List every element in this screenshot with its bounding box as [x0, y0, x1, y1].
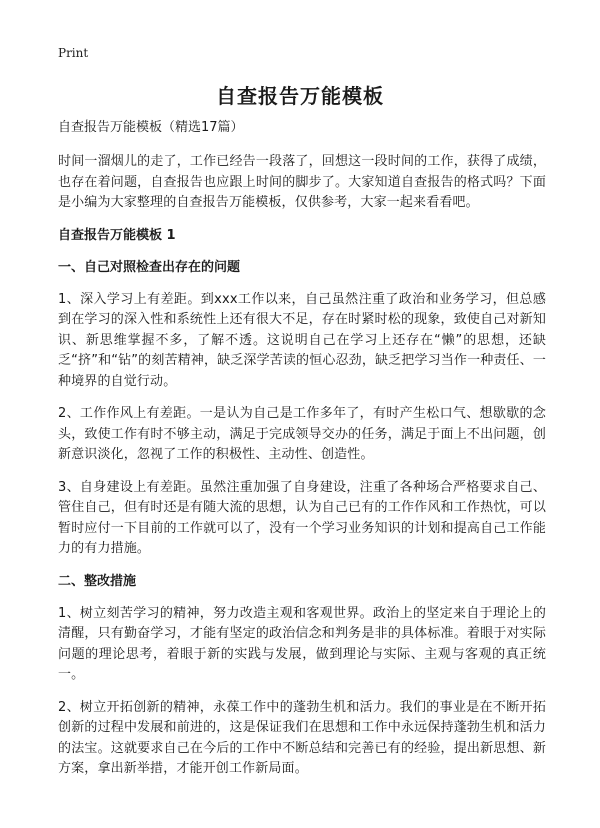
section-1-item-3: 3、自身建设上有差距。虽然注重加强了自身建设，注重了各种场合严格要求自己、管住自己，但有时还是有随大流的思想，认为自己已有的工作作风和工作热忱，可以暂时应付一下目前的工作就可以了，没有一个学习业务知识的计划和提高自己工作能力的有力措施。 [58, 479, 546, 556]
section-2-heading: 二、整改措施 [58, 573, 137, 589]
document-subtitle: 自查报告万能模板（精选17篇） [58, 120, 244, 135]
section-1-heading: 一、自己对照检查出存在的问题 [58, 259, 241, 275]
print-link[interactable]: Print [58, 46, 89, 60]
section-1-item-1: 1、深入学习上有差距。到xxx工作以来，自己虽然注重了政治和业务学习，但总感到在学习的深入性和系统性上还有很大不足，存在时紧时松的现象，致使自己对新知识、新思维掌握不多，了解不透。这说明自己在学习上还存在“懒”的思想，还缺乏“挤”和“钻”的刻苦精神，缺乏深学苦读的恒心忍劲，缺乏把学习当作一种责任、一种境界的自觉行动。 [58, 291, 546, 389]
section-2-item-2: 2、树立开拓创新的精神，永葆工作中的蓬勃生机和活力。我们的事业是在不断开拓创新的过程中发展和前进的，这是保证我们在思想和工作中永远保持蓬勃生机和活力的法宝。这就要求自己在今后的工作中不断总结和完善已有的经验，提出新思想、新方案，拿出新举措，才能开创工作新局面。 [58, 699, 546, 776]
template-heading: 自查报告万能模板 1 [58, 227, 176, 243]
section-1-item-2: 2、工作作风上有差距。一是认为自己是工作多年了，有时产生松口气、想歇歇的念头，致使工作有时不够主动，满足于完成领导交办的任务，满足于面上不出问题，创新意识淡化，忽视了工作的积极性、主动性、创造性。 [58, 406, 546, 462]
section-2-item-1: 1、树立刻苦学习的精神，努力改造主观和客观世界。政治上的坚定来自于理论上的清醒，只有勤奋学习，才能有坚定的政治信念和判务是非的具体标准。着眼于对实际问题的理论思考，着眼于新的实践与发展，做到理论与实际、主观与客观的真正统一。 [58, 605, 546, 682]
document-body [58, 118, 546, 792]
intro-paragraph: 时间一溜烟儿的走了，工作已经告一段落了，回想这一段时间的工作，获得了成绩，也存在着问题，自查报告也应跟上时间的脚步了。大家知道自查报告的格式吗？下面是小编为大家整理的自查报告万能模板，仅供参考，大家一起来看看吧。 [58, 154, 546, 210]
page-title: 自查报告万能模板 [216, 84, 384, 108]
